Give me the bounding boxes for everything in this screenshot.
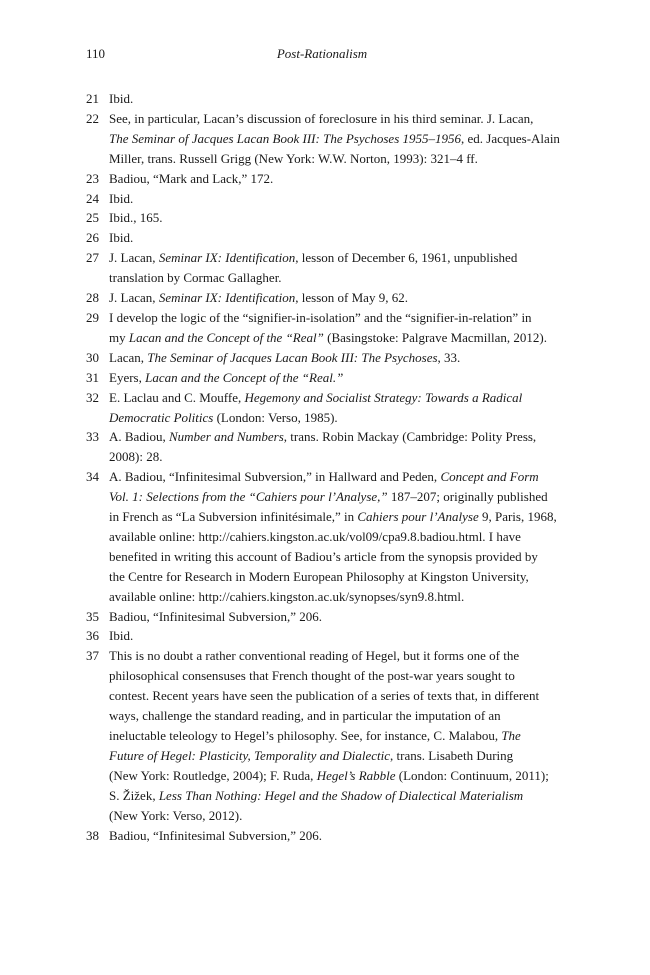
text-run: Badiou, “Mark and Lack,” 172. bbox=[109, 170, 274, 186]
italic-title: Concept and Form bbox=[440, 469, 539, 485]
text-run: S. Žižek, bbox=[109, 787, 159, 803]
endnote-text bbox=[109, 467, 558, 606]
endnote-line bbox=[109, 169, 558, 189]
endnote-number: 32 bbox=[86, 389, 99, 405]
endnote-29 bbox=[86, 308, 558, 348]
endnote-26 bbox=[86, 228, 558, 248]
text-run: J. Lacan, bbox=[109, 290, 159, 306]
endnote-line bbox=[109, 766, 558, 786]
italic-title: Vol. 1: Selections from the “Cahiers pour l’Analyse,” bbox=[109, 489, 388, 505]
text-run: , lesson of May 9, 62. bbox=[295, 290, 408, 306]
endnote-33 bbox=[86, 427, 558, 467]
endnote-number: 21 bbox=[86, 91, 99, 106]
endnote-32 bbox=[86, 388, 558, 428]
endnote-number: 31 bbox=[86, 369, 99, 385]
endnote-number: 25 bbox=[86, 210, 99, 226]
italic-title: The bbox=[501, 728, 521, 743]
text-run: in French as “La Subversion infinitésimale,” in bbox=[109, 509, 358, 525]
endnote-line bbox=[109, 427, 558, 447]
endnote-number: 30 bbox=[86, 349, 99, 365]
endnote-line bbox=[109, 109, 558, 129]
text-run: , trans. Lisabeth During bbox=[390, 747, 514, 763]
text-run: , trans. Robin Mackay (Cambridge: Polity Press, bbox=[283, 429, 537, 445]
endnote-line bbox=[109, 348, 558, 368]
endnote-line bbox=[109, 826, 558, 846]
endnote-24 bbox=[86, 189, 558, 209]
italic-title: The Seminar of Jacques Lacan Book III: The Psychoses 1955–1956 bbox=[109, 130, 462, 146]
endnote-text bbox=[109, 427, 558, 467]
text-run: (London: Verso, 1985). bbox=[213, 409, 338, 425]
endnote-line bbox=[109, 487, 558, 507]
text-run: Lacan, bbox=[109, 349, 148, 365]
text-run: Miller, trans. Russell Grigg (New York: W.W. Norton, 1993): 321–4 ff. bbox=[109, 150, 478, 166]
endnote-text bbox=[109, 607, 558, 627]
endnote-line bbox=[109, 746, 558, 766]
endnote-37 bbox=[86, 646, 558, 825]
endnote-27 bbox=[86, 248, 558, 288]
endnote-line bbox=[109, 447, 558, 467]
text-run: (London: Continuum, 2011); bbox=[395, 767, 549, 783]
endnote-line bbox=[109, 288, 558, 308]
endnote-text bbox=[109, 228, 558, 248]
italic-title: Hegemony and Socialist Strategy: Towards a Radical bbox=[244, 389, 523, 405]
endnote-number: 34 bbox=[86, 469, 99, 485]
endnote-line bbox=[109, 666, 558, 686]
endnote-line bbox=[109, 646, 558, 666]
endnote-line bbox=[109, 547, 558, 567]
endnote-line bbox=[109, 467, 558, 487]
endnote-line bbox=[109, 268, 558, 288]
text-run: Badiou, “Infinitesimal Subversion,” 206. bbox=[109, 608, 323, 624]
italic-title: Less Than Nothing: Hegel and the Shadow of Dialectical Materialism bbox=[158, 787, 524, 803]
text-run: 187–207; originally published bbox=[387, 489, 548, 505]
endnote-line bbox=[109, 567, 558, 587]
endnote-line bbox=[109, 786, 558, 806]
text-run: available online: http://cahiers.kingston.ac.uk/synopses/syn9.8.html. bbox=[109, 588, 465, 604]
endnote-text bbox=[109, 348, 558, 368]
text-run: (New York: Verso, 2012). bbox=[109, 807, 243, 823]
endnote-line bbox=[109, 228, 558, 248]
endnote-number: 35 bbox=[86, 608, 99, 624]
endnote-34 bbox=[86, 467, 558, 606]
endnote-number: 33 bbox=[86, 429, 99, 445]
endnote-line bbox=[109, 626, 558, 646]
text-run: , ed. Jacques-Alain bbox=[461, 130, 560, 146]
text-run: A. Badiou, bbox=[109, 429, 169, 445]
endnote-line bbox=[109, 388, 558, 408]
endnote-text bbox=[109, 308, 558, 348]
endnote-line bbox=[109, 368, 558, 388]
endnote-line bbox=[109, 189, 558, 209]
endnote-text bbox=[109, 248, 558, 288]
endnote-30 bbox=[86, 348, 558, 368]
italic-title: Cahiers pour l’Analyse bbox=[357, 509, 479, 525]
endnote-text bbox=[109, 368, 558, 388]
endnote-line bbox=[109, 308, 558, 328]
endnote-number: 23 bbox=[86, 170, 99, 186]
endnote-line bbox=[109, 806, 558, 826]
text-run: Ibid. bbox=[109, 91, 134, 106]
endnote-number: 37 bbox=[86, 648, 99, 664]
endnote-line bbox=[109, 607, 558, 627]
endnotes-list bbox=[86, 89, 558, 845]
text-run: 2008): 28. bbox=[109, 449, 163, 465]
endnote-number: 29 bbox=[86, 309, 99, 325]
italic-title: Seminar IX: Identification bbox=[158, 250, 296, 266]
endnote-line bbox=[109, 328, 558, 348]
text-run: contest. Recent years have seen the publication of a series of texts that, in different bbox=[109, 688, 540, 704]
endnote-text bbox=[109, 646, 558, 825]
text-run: available online: http://cahiers.kingston.ac.uk/vol09/cpa9.8.badiou.html. I have bbox=[109, 528, 521, 544]
text-run: my bbox=[109, 329, 129, 345]
endnote-number: 27 bbox=[86, 250, 99, 266]
text-run: translation by Cormac Gallagher. bbox=[109, 270, 282, 286]
endnote-number: 36 bbox=[86, 628, 99, 644]
endnote-text bbox=[109, 169, 558, 189]
endnote-number: 38 bbox=[86, 827, 99, 843]
endnote-36 bbox=[86, 626, 558, 646]
endnote-number: 22 bbox=[86, 110, 99, 126]
italic-title: Seminar IX: Identification bbox=[158, 290, 296, 306]
text-run: Eyers, bbox=[109, 369, 146, 385]
text-run: (New York: Routledge, 2004); F. Ruda, bbox=[109, 767, 317, 783]
text-run: Ibid., 165. bbox=[109, 210, 163, 226]
text-run: Badiou, “Infinitesimal Subversion,” 206. bbox=[109, 827, 323, 843]
endnote-text bbox=[109, 89, 558, 109]
text-run: the Centre for Research in Modern European Philosophy at Kingston University, bbox=[109, 568, 529, 584]
endnote-text bbox=[109, 189, 558, 209]
text-run: Ibid. bbox=[109, 628, 134, 644]
text-run: ways, challenge the standard reading, and in particular the imputation of an bbox=[109, 708, 501, 724]
endnote-number: 26 bbox=[86, 230, 99, 246]
endnote-text bbox=[109, 288, 558, 308]
endnote-text bbox=[109, 208, 558, 228]
italic-title: The Seminar of Jacques Lacan Book III: The Psychoses bbox=[147, 349, 438, 365]
page-number: 110 bbox=[86, 46, 106, 61]
text-run: , 33. bbox=[437, 349, 461, 365]
endnote-text bbox=[109, 826, 558, 846]
text-run: A. Badiou, “Infinitesimal Subversion,” in Hallward and Peden, bbox=[109, 469, 441, 485]
italic-title: Hegel’s Rabble bbox=[316, 767, 396, 783]
text-run: J. Lacan, bbox=[109, 250, 159, 266]
endnote-line bbox=[109, 149, 558, 169]
endnote-line bbox=[109, 527, 558, 547]
text-run: philosophical consensuses that French thought of the post-war years sought to bbox=[109, 668, 515, 684]
endnote-number: 28 bbox=[86, 290, 99, 306]
endnote-line bbox=[109, 726, 558, 746]
endnote-line bbox=[109, 587, 558, 607]
running-head bbox=[86, 44, 558, 64]
endnote-line bbox=[109, 686, 558, 706]
italic-title: Lacan and the Concept of the “Real.” bbox=[145, 369, 344, 385]
endnote-25 bbox=[86, 208, 558, 228]
text-run: Ibid. bbox=[109, 190, 134, 206]
endnote-text bbox=[109, 109, 558, 169]
text-run: This is no doubt a rather conventional reading of Hegel, but it forms one of the bbox=[109, 648, 520, 664]
text-run: I develop the logic of the “signifier-in-isolation” and the “signifier-in-relation” in bbox=[109, 309, 532, 325]
italic-title: Future of Hegel: Plasticity, Temporality and Dialectic bbox=[109, 747, 391, 763]
running-title: Post-Rationalism bbox=[276, 46, 368, 61]
endnote-number: 24 bbox=[86, 190, 99, 206]
text-run: ineluctable teleology to Hegel’s philosophy. See, for instance, C. Malabou, bbox=[109, 728, 502, 743]
endnote-line bbox=[109, 208, 558, 228]
endnote-23 bbox=[86, 169, 558, 189]
endnote-line bbox=[109, 408, 558, 428]
italic-title: Democratic Politics bbox=[109, 409, 214, 425]
text-run: 9, Paris, 1968, bbox=[478, 509, 557, 525]
endnote-line bbox=[109, 507, 558, 527]
endnote-31 bbox=[86, 368, 558, 388]
text-run: , lesson of December 6, 1961, unpublished bbox=[295, 250, 518, 266]
endnote-line bbox=[109, 706, 558, 726]
endnote-line bbox=[109, 129, 558, 149]
endnote-text bbox=[109, 626, 558, 646]
italic-title: Lacan and the Concept of the “Real” bbox=[128, 329, 324, 345]
text-run: benefited in writing this account of Badiou’s article from the synopsis provided by bbox=[109, 548, 538, 564]
endnote-line bbox=[109, 248, 558, 268]
text-run: E. Laclau and C. Mouffe, bbox=[109, 389, 245, 405]
endnote-35 bbox=[86, 607, 558, 627]
endnote-38 bbox=[86, 826, 558, 846]
text-run: See, in particular, Lacan’s discussion of foreclosure in his third seminar. J. Lacan, bbox=[109, 110, 534, 126]
text-run: Ibid. bbox=[109, 230, 134, 246]
endnote-21 bbox=[86, 89, 558, 109]
text-run: (Basingstoke: Palgrave Macmillan, 2012). bbox=[323, 329, 547, 345]
endnote-text bbox=[109, 388, 558, 428]
endnote-28 bbox=[86, 288, 558, 308]
italic-title: Number and Numbers bbox=[168, 429, 284, 445]
endnote-line bbox=[109, 89, 558, 109]
endnote-22 bbox=[86, 109, 558, 169]
